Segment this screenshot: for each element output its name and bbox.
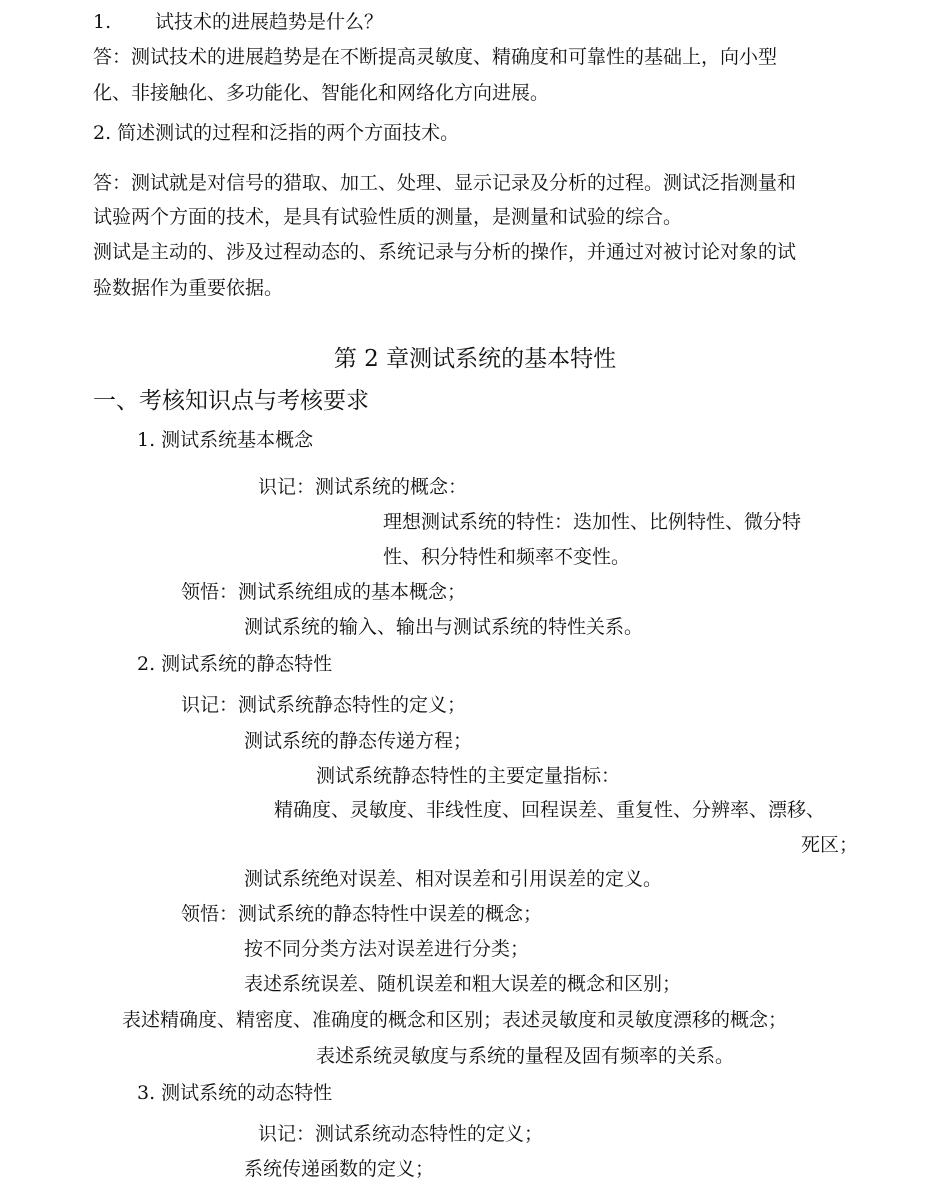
answer-1-line-2: 化、非接触化、多功能化、智能化和网络化方向进展。	[93, 82, 550, 104]
item-1-understand-2: 测试系统的输入、输出与测试系统的特性关系。	[244, 616, 644, 638]
item-3-title: 3. 测试系统的动态特性	[137, 1082, 333, 1104]
question-2: 2. 简述测试的过程和泛指的两个方面技术。	[93, 122, 460, 144]
section-title: 一、考核知识点与考核要求	[93, 388, 369, 414]
item-1-ideal-line-2: 性、积分特性和频率不变性。	[383, 546, 631, 568]
answer-2-line-4: 验数据作为重要依据。	[93, 277, 284, 299]
item-2-title: 2. 测试系统的静态特性	[137, 653, 333, 675]
chapter-title: 第 2 章测试系统的基本特性	[333, 346, 617, 372]
question-1	[93, 10, 383, 34]
item-2-remember-3: 测试系统静态特性的主要定量指标：	[316, 765, 621, 787]
item-3-remember: 识记：测试系统动态特性的定义；	[258, 1123, 544, 1145]
answer-2-line-2: 试验两个方面的技术，是具有试验性质的测量，是测量和试验的综合。	[93, 206, 683, 228]
item-2-remember-4: 精确度、灵敏度、非线性度、回程误差、重复性、分辨率、漂移、	[274, 799, 826, 821]
item-2-remember-6: 测试系统绝对误差、相对误差和引用误差的定义。	[244, 868, 663, 890]
item-1-ideal-line-1: 理想测试系统的特性：迭加性、比例特性、微分特	[383, 511, 802, 533]
item-2-remember: 识记：测试系统静态特性的定义；	[181, 694, 467, 716]
item-2-understand-3: 表述系统误差、随机误差和粗大误差的概念和区别；	[244, 973, 682, 995]
item-2-understand: 领悟：测试系统的静态特性中误差的概念；	[181, 903, 543, 925]
answer-2-line-1: 答：测试就是对信号的猎取、加工、处理、显示记录及分析的过程。测试泛指测量和	[93, 172, 797, 194]
item-2-understand-2: 按不同分类方法对误差进行分类；	[244, 938, 530, 960]
question-number: 1.	[93, 11, 112, 33]
item-3-remember-2: 系统传递函数的定义；	[244, 1158, 435, 1180]
item-1-remember: 识记：测试系统的概念：	[258, 476, 468, 498]
answer-1-line-1: 答：测试技术的进展趋势是在不断提高灵敏度、精确度和可靠性的基础上，向小型	[93, 46, 778, 68]
item-2-understand-4: 表述精确度、精密度、准确度的概念和区别；表述灵敏度和灵敏度漂移的概念；	[122, 1009, 788, 1031]
answer-2-line-3: 测试是主动的、涉及过程动态的、系统记录与分析的操作，并通过对被讨论对象的试	[93, 241, 797, 263]
item-2-remember-5: 死区；	[801, 834, 859, 856]
item-1-title: 1. 测试系统基本概念	[137, 429, 314, 451]
item-1-understand: 领悟：测试系统组成的基本概念；	[181, 581, 467, 603]
question-text: 试技术的进展趋势是什么？	[155, 11, 384, 33]
item-2-remember-2: 测试系统的静态传递方程；	[244, 730, 473, 752]
item-2-understand-5: 表述系统灵敏度与系统的量程及固有频率的关系。	[316, 1045, 735, 1067]
